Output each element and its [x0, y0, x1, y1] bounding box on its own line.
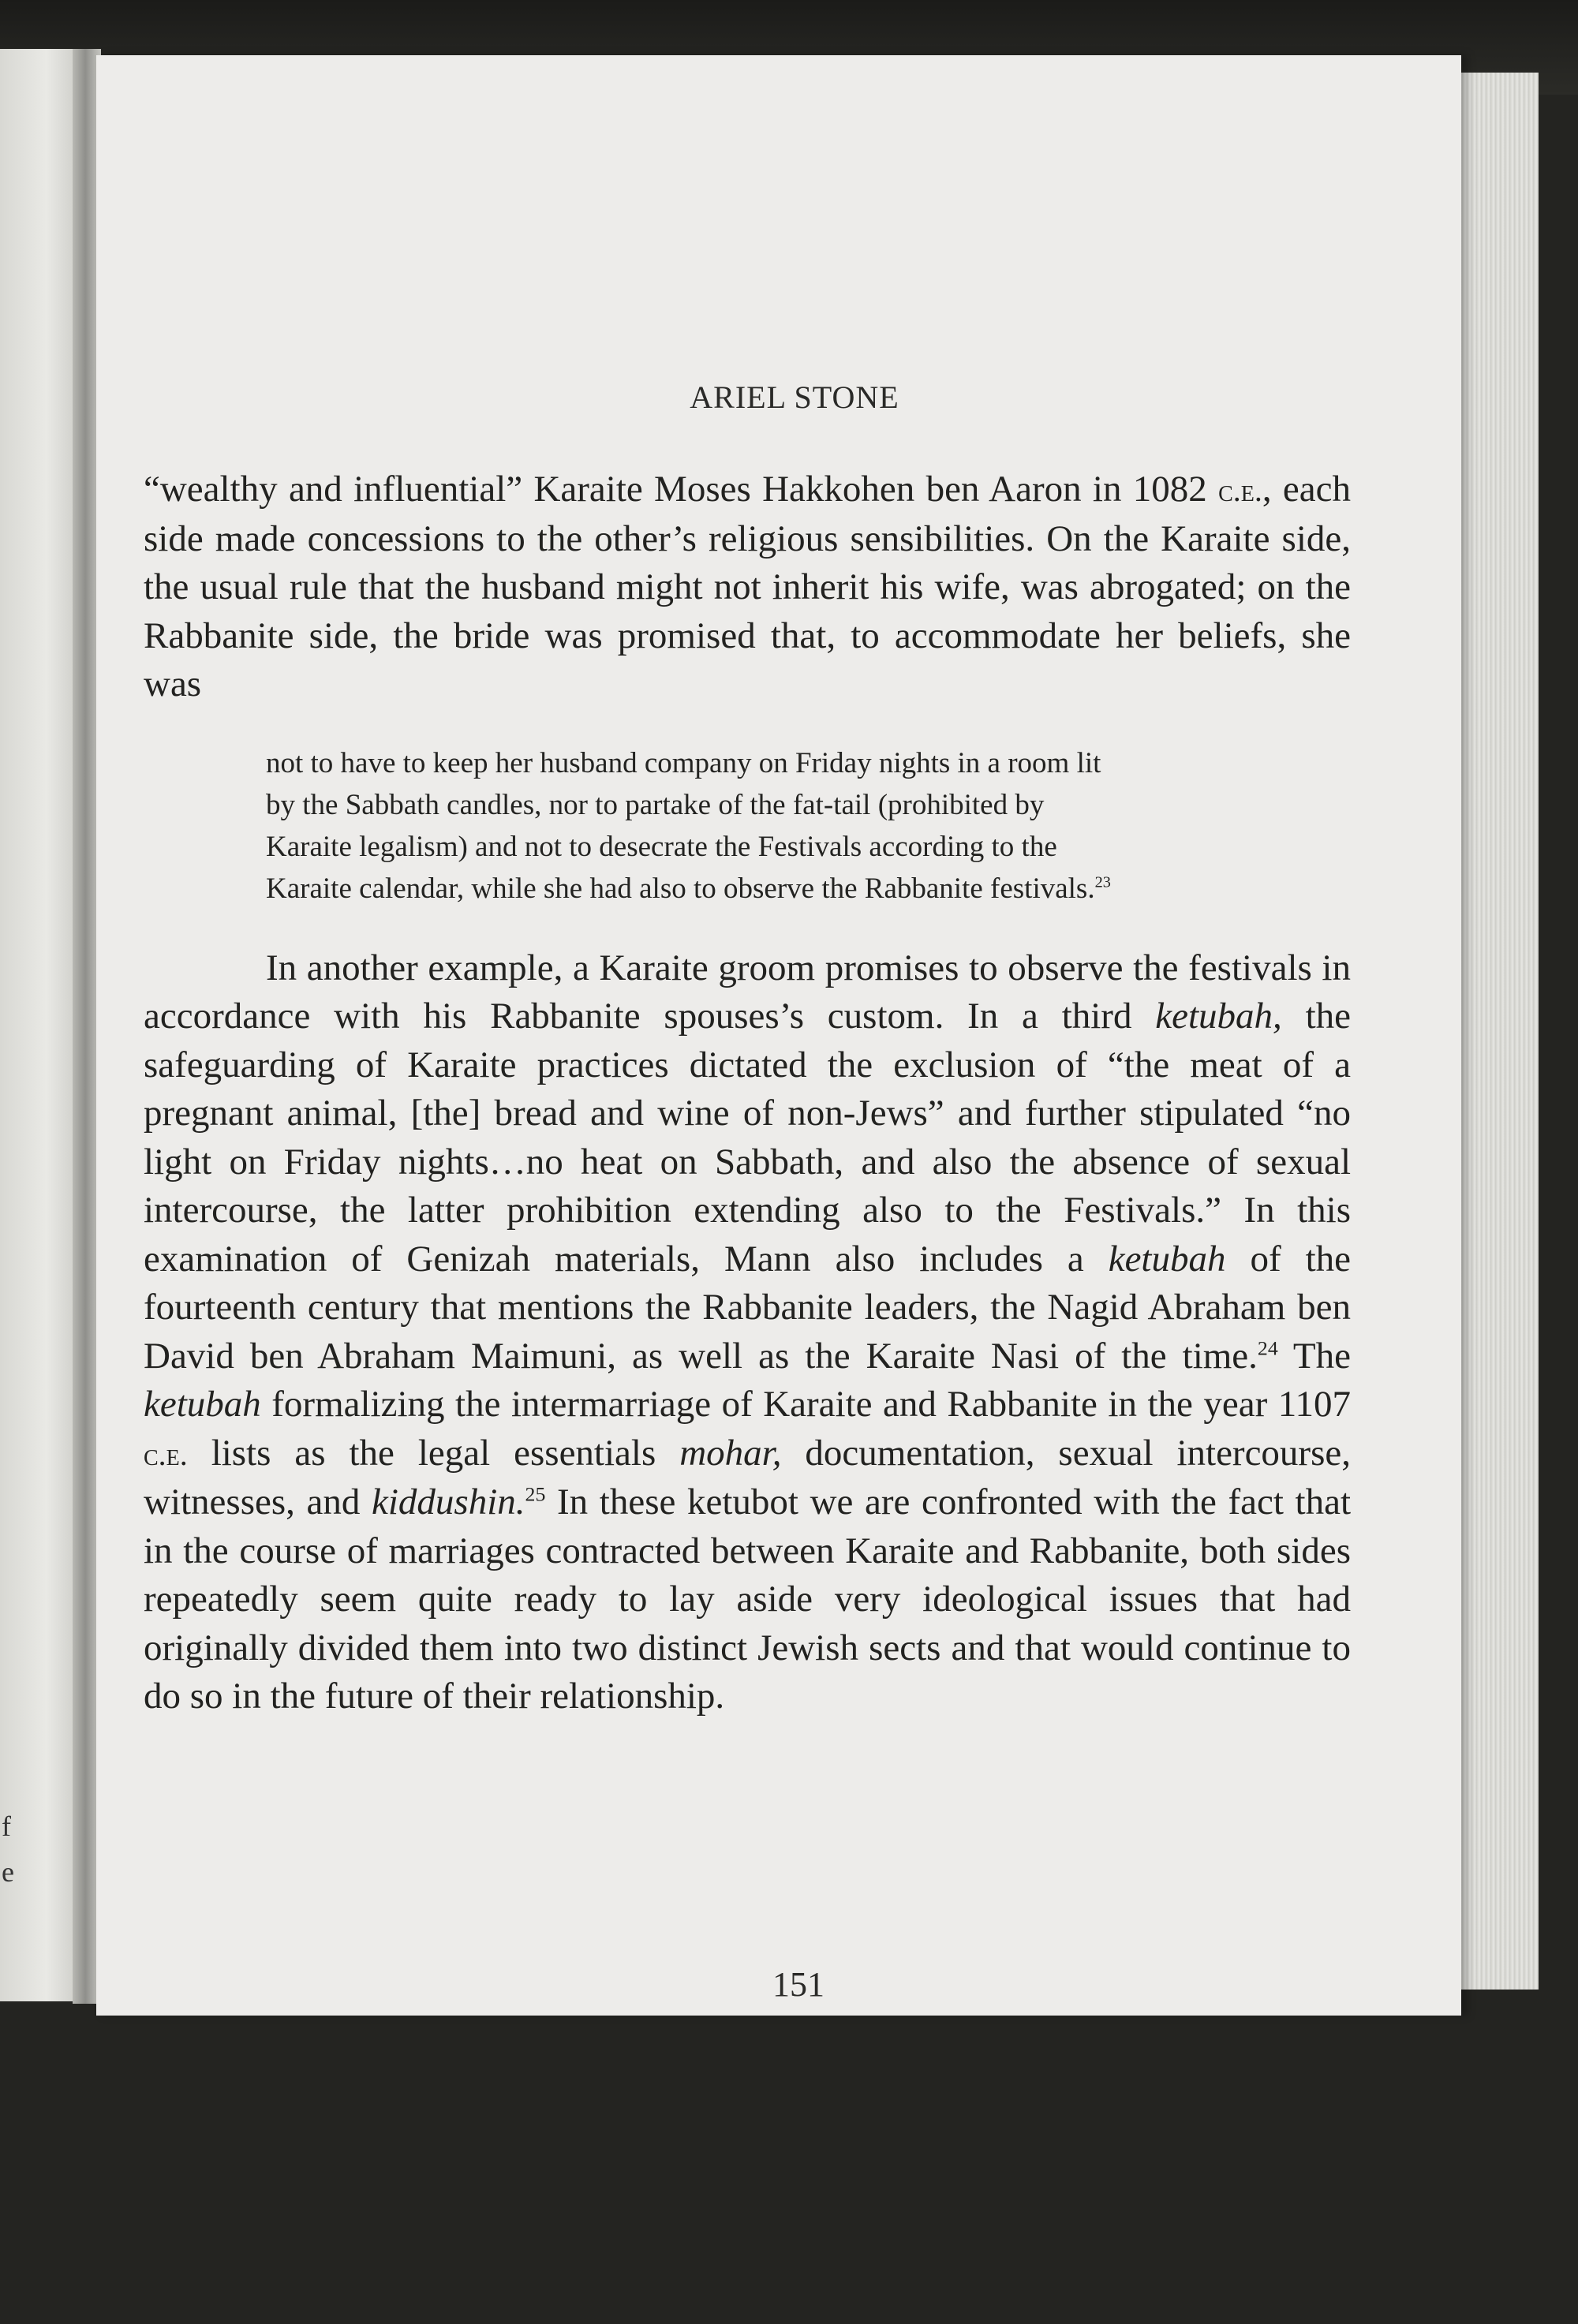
page-number: 151: [772, 1965, 825, 2004]
paragraph: “wealthy and influential” Karaite Moses Hakkohen ben Aaron in 1082 c.e., each side made concessions to the other’s religious sensibilities. On the Karaite side, the usual rule that the husband might not inherit his wife, was abrogated; on the Rabbanite side, the bride was promised that, to accommodate her beliefs, she was: [144, 469, 1351, 704]
era-abbreviation: c.e.: [1218, 473, 1262, 508]
facing-page-edge: [0, 49, 77, 2001]
footnote-marker: 25: [525, 1482, 546, 1506]
running-head: ARIEL STONE: [690, 379, 899, 415]
paragraph: In another example, a Karaite groom promises to observe the festivals in accordance with his Rabbanite spouses’s custom. In a third ketubah, the safeguarding of Karaite practices dictated the exclusion of “the meat of a pregnant animal, [the] bread and wine of non-Jews” and further stipulated “no light on Friday nights…no heat on Sabbath, and also the absence of sexual intercourse, the latter prohibition extending also to the Festivals.” In this examination of Genizah materials, Mann also includes a ketubah of the fourteenth century that mentions the Rabbanite leaders, the Nagid Abraham ben David ben Abraham Maimuni, as well as the Karaite Nasi of the time.$^{24}$ The ketubah formalizing the intermarriage of Karaite and Rabbanite in the year 1107 c.e. lists as the legal essentials mohar, documentation, sexual intercourse, witnesses, and kiddushin.$^{25}$ In these ketubot we are confronted with the fact that in the course of marriages contracted between Karaite and Rabbanite, both sides repeatedly seem quite ready to lay aside very ideological issues that had originally divided them into two distinct Jewish sects and that would continue to do so in the future of their relationship.: [144, 947, 1352, 1717]
page-body: [144, 465, 1351, 1721]
footnote-marker: 23: [1094, 873, 1111, 891]
footnote-marker: 24: [1257, 1336, 1278, 1359]
facing-page-letter: f: [2, 1810, 11, 1842]
facing-page-letter: e: [2, 1856, 14, 1888]
book-page: [96, 55, 1461, 2016]
era-abbreviation: c.e.: [144, 1436, 188, 1472]
block-quote: not to have to keep her husband company on Friday nights in a room lit by the Sabbath candles, nor to partake of the fat-tail (prohibited by Karaite legalism) and not to desecrate the Festivals according to the Karaite calendar, while she had also to observe the Rabbanite festivals.$^{23}$: [266, 746, 1111, 905]
